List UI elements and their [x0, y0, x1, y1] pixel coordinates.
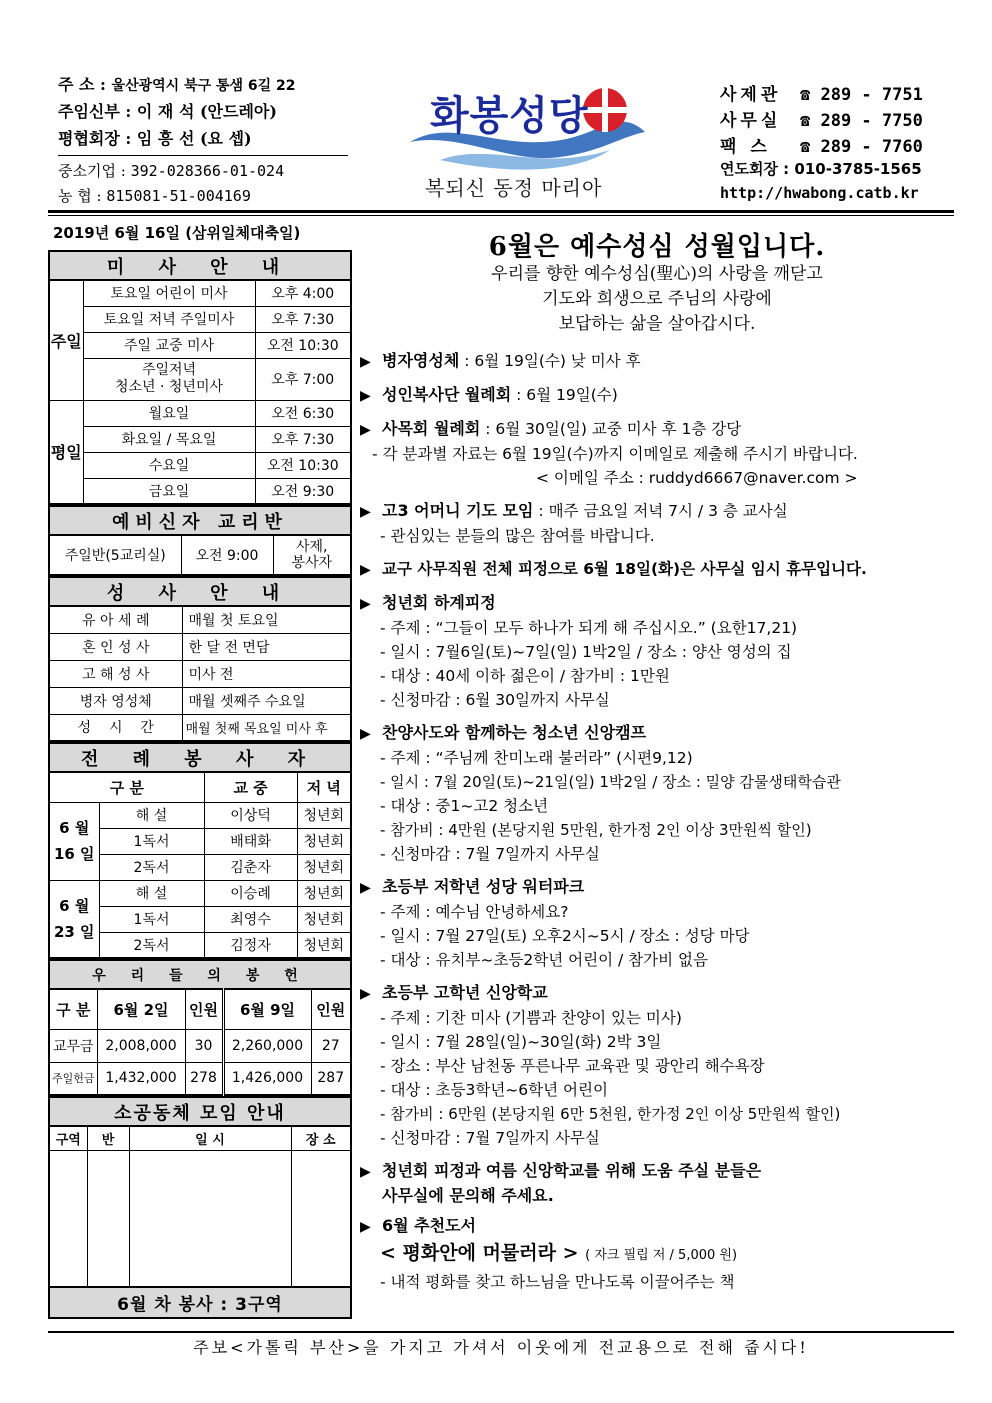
offering-p2: 27	[311, 1029, 351, 1062]
server-eve: 청년회	[297, 880, 351, 906]
catechumen-by: 사제, 봉사자	[273, 535, 351, 575]
notice-sub: - 일시 : 7월 27일(토) 오후2시~5시 / 장소 : 성당 마당	[380, 927, 750, 945]
notice-sub: - 신청마감 : 6월 30일까지 사무실	[380, 691, 610, 709]
spacer	[360, 408, 954, 417]
footer-divider	[48, 1331, 954, 1333]
bulletin-header	[0, 0, 992, 210]
notice-sub: - 일시 : 7월 28일(일)~30일(화) 2박 3일	[380, 1033, 662, 1051]
notice-head: 초등부 고학년 신앙학교	[382, 983, 548, 1002]
sacrament-name: 고 해 성 사	[49, 660, 182, 687]
server-main: 이승례	[204, 880, 297, 906]
contact-tel: ☎ 289 - 7751	[800, 85, 923, 105]
notice-head: 청년회 피정과 여름 신앙학교를 위해 도움 주실 분들은	[382, 1161, 762, 1180]
mass-time: 오전 9:30	[255, 478, 351, 504]
notice-sub: - 신청마감 : 7월 7일까지 사무실	[380, 1129, 600, 1147]
book-title: < 평화안에 머물러라 >	[380, 1242, 579, 1264]
intro-text	[360, 262, 954, 337]
church-name: 화봉성당	[430, 92, 589, 139]
offering-v1: 2,008,000	[97, 1029, 185, 1062]
notice-youth-retreat	[360, 591, 954, 616]
pastor-label: 주임신부 :	[58, 102, 132, 121]
offering-col-p1: 인원	[185, 989, 223, 1029]
triangle-bullet-icon: ▶	[360, 726, 371, 742]
catechumen-time: 오전 9:00	[181, 535, 273, 575]
server-main: 김춘자	[204, 854, 297, 880]
service-footer: 6월 차 봉사 : 3구역	[49, 1287, 351, 1318]
offering-col-d2: 6월 9일	[223, 989, 311, 1029]
mass-time: 오전 10:30	[255, 452, 351, 478]
offering-v1: 1,432,000	[97, 1062, 185, 1095]
church-info	[58, 72, 358, 210]
spacer	[360, 712, 954, 721]
offering-p1: 30	[185, 1029, 223, 1062]
catechumen-table	[48, 505, 352, 576]
notice-youth-camp	[360, 721, 954, 746]
notice-head: 성인복사단 월례회	[382, 385, 512, 404]
intro-line: 기도와 희생으로 주님의 사랑에	[542, 289, 772, 309]
mass-name: 주일저녁 청소년 · 청년미사	[83, 358, 255, 400]
divider	[58, 155, 348, 156]
server-role: 해 설	[99, 880, 204, 906]
intro-line: 보답하는 삶을 살아갑시다.	[558, 314, 756, 334]
server-date: 6 월 16 일	[49, 802, 99, 880]
server-main: 김정자	[204, 932, 297, 958]
mass-time: 오전 10:30	[255, 332, 351, 358]
offering-p2: 287	[311, 1062, 351, 1095]
council-name: 임 흥 선 (요 셉)	[136, 129, 252, 148]
notice-sub: - 대상 : 유치부~초등2학년 어린이 / 참가비 없음	[380, 951, 708, 969]
server-eve: 청년회	[297, 906, 351, 932]
notice-council	[360, 417, 954, 442]
offering-col-p2: 인원	[311, 989, 351, 1029]
header-divider-thick	[48, 210, 954, 213]
offering-p1: 278	[185, 1062, 223, 1095]
mass-time: 오후 7:30	[255, 306, 351, 332]
main-title: 6월은 예수성심 성월입니다.	[488, 232, 826, 262]
mass-name: 금요일	[83, 478, 255, 504]
notice-sick-communion	[360, 349, 954, 374]
notice-text: : 6월 19일(수) 낮 미사 후	[459, 352, 641, 370]
catechumen-title: 예비신자 교리반	[49, 506, 351, 535]
notice-head: 병자영성체	[382, 351, 460, 370]
sacraments-title: 성 사 안 내	[49, 577, 351, 606]
triangle-bullet-icon: ▶	[360, 880, 371, 896]
notice-office-closed	[360, 557, 954, 582]
server-role: 1독서	[99, 906, 204, 932]
sacrament-when: 한 달 전 면담	[182, 633, 351, 660]
yeondo-tel: 010-3785-1565	[794, 160, 922, 178]
triangle-bullet-icon: ▶	[360, 422, 371, 438]
notice-list	[360, 349, 954, 1294]
bank2-label: 농 협 :	[58, 187, 102, 205]
notice-volunteers-line2	[360, 1184, 954, 1208]
notice-text: : 매주 금요일 저녁 7시 / 3 층 교사실	[533, 502, 788, 520]
council-label: 평협회장 :	[58, 129, 132, 148]
notice-head: 찬양사도와 함께하는 청소년 신앙캠프	[382, 723, 647, 742]
servers-table	[48, 742, 352, 959]
server-role: 1독서	[99, 828, 204, 854]
sacraments-table	[48, 576, 352, 742]
notice-sub: - 주제 : “주님께 찬미노래 불러라” (시편9,12)	[380, 749, 693, 767]
triangle-bullet-icon: ▶	[360, 1164, 371, 1180]
contact-fax	[720, 132, 960, 158]
website[interactable]: http://hwabong.catb.kr	[720, 184, 919, 202]
sunday-label: 주일	[49, 280, 83, 400]
triangle-bullet-icon: ▶	[360, 596, 371, 612]
mass-time: 오후 7:30	[255, 426, 351, 452]
footer-text: 주보<가톨릭 부산>을 가지고 가셔서 이웃에게 전교용으로 전해 줍시다!	[193, 1338, 809, 1357]
spacer	[360, 490, 954, 499]
bank1-label: 중소기업 :	[58, 162, 126, 180]
sacrament-name: 혼 인 성 사	[49, 633, 182, 660]
notice-sub: - 각 분과별 자료는 6월 19일(수)까지 이메일로 제출해 주시기 바랍니다.	[372, 445, 858, 463]
notice-sub: - 주제 : 예수님 안녕하세요?	[380, 903, 569, 921]
sc-col-place: 장 소	[291, 1126, 351, 1150]
mass-name: 화요일 / 목요일	[83, 426, 255, 452]
notice-head: 교구 사무직원 전체 피정으로 6월 18일(화)은 사무실 임시 휴무입니다.	[382, 560, 867, 578]
mass-time: 오후 4:00	[255, 280, 351, 306]
sacrament-name: 유 아 세 례	[49, 606, 182, 633]
notice-sub: - 주제 : “그들이 모두 하나가 되게 해 주십시오.” (요한17,21)	[380, 619, 798, 637]
pastor-row	[58, 99, 358, 126]
triangle-bullet-icon: ▶	[360, 562, 371, 578]
spacer	[360, 972, 954, 981]
notice-head: 사목회 월례회	[382, 419, 481, 438]
bank2-row	[58, 185, 358, 210]
sc-cell	[291, 1150, 351, 1287]
contact-office	[720, 106, 960, 132]
mass-title: 미 사 안 내	[49, 251, 351, 280]
pastor-name: 이 재 석 (안드레아)	[136, 102, 277, 121]
notice-sub: - 대상 : 40세 이하 젊은이 / 참가비 : 1만원	[380, 667, 670, 685]
server-role: 해 설	[99, 802, 204, 828]
catechumen-class: 주일반(5교리실)	[49, 535, 181, 575]
notice-book	[360, 1214, 954, 1239]
spacer	[360, 866, 954, 875]
notice-head: 고3 어머니 기도 모임	[382, 501, 534, 520]
sc-col-time: 일 시	[129, 1126, 291, 1150]
server-role: 2독서	[99, 854, 204, 880]
intro-line: 우리를 향한 예수성심(聖心)의 사랑을 깨닫고	[491, 264, 823, 284]
sc-col-district: 구역	[49, 1126, 87, 1150]
server-role: 2독서	[99, 932, 204, 958]
offering-v2: 2,260,000	[223, 1029, 311, 1062]
bulletin-date: 2019년 6월 16일 (삼위일체대축일)	[53, 224, 301, 242]
spacer	[360, 582, 954, 591]
triangle-bullet-icon: ▶	[360, 504, 371, 520]
server-main: 최영수	[204, 906, 297, 932]
offering-type: 교무금	[49, 1029, 97, 1062]
offering-title: 우 리 들 의 봉 헌	[49, 960, 351, 989]
small-community-table	[48, 1096, 352, 1319]
triangle-bullet-icon: ▶	[360, 388, 371, 404]
servers-col-type: 구 분	[49, 772, 204, 802]
notice-sub: - 일시 : 7월6일(토)~7일(일) 1박2일 / 장소 : 양산 영성의 집	[380, 643, 792, 661]
servers-col-main: 교 중	[204, 772, 297, 802]
weekday-label: 평일	[49, 400, 83, 504]
contact-tel: ☎ 289 - 7750	[800, 111, 923, 131]
notice-sub: - 일시 : 7월 20일(토)~21일(일) 1박2일 / 장소 : 밀양 감물생태학습관	[380, 773, 841, 791]
sacrament-when: 매월 셋째주 수요일	[182, 687, 351, 714]
mass-name: 토요일 어린이 미사	[83, 280, 255, 306]
notice-waterpark	[360, 875, 954, 900]
contact-rectory	[720, 80, 960, 106]
notice-sub: - 장소 : 부산 남천동 푸른나무 교육관 및 광안리 해수욕장	[380, 1057, 765, 1075]
council-row	[58, 126, 358, 153]
notice-head: 6월 추천도서	[382, 1216, 476, 1235]
small-community-title: 소공동체 모임 안내	[49, 1097, 351, 1126]
address-row	[58, 72, 358, 99]
contact-info	[720, 80, 960, 210]
offering-v2: 1,426,000	[223, 1062, 311, 1095]
servers-col-eve: 저 녁	[297, 772, 351, 802]
notice-sub: - 신청마감 : 7월 7일까지 사무실	[380, 845, 600, 863]
mass-time: 오후 7:00	[255, 358, 351, 400]
mass-name: 토요일 저녁 주일미사	[83, 306, 255, 332]
contact-label: 팩 스	[720, 137, 771, 157]
address-label: 주 소 :	[58, 75, 106, 94]
notice-head: 청년회 하계피정	[382, 593, 496, 612]
notice-volunteers	[360, 1159, 954, 1184]
yeondo-row	[720, 158, 960, 184]
sacrament-when: 미사 전	[182, 660, 351, 687]
notice-email: < 이메일 주소 : ruddyd6667@naver.com >	[536, 469, 858, 487]
notice-sub: - 참가비 : 4만원 (본당지원 5만원, 한가정 2인 이상 3만원씩 할인)	[380, 821, 812, 839]
server-eve: 청년회	[297, 802, 351, 828]
mass-time: 오전 6:30	[255, 400, 351, 426]
book-desc: - 내적 평화를 찾고 하느님을 만나도록 이끌어주는 책	[380, 1273, 735, 1291]
triangle-bullet-icon: ▶	[360, 1219, 371, 1235]
contact-label: 사제관	[720, 85, 782, 105]
notice-sub: - 대상 : 초등3학년~6학년 어린이	[380, 1081, 608, 1099]
notice-text: : 6월 19일(수)	[511, 386, 618, 404]
server-date: 6 월 23 일	[49, 880, 99, 958]
contact-label: 사무실	[720, 111, 782, 131]
sc-cell	[129, 1150, 291, 1287]
sacrament-name: 성 시 간	[49, 714, 182, 741]
mass-name: 월요일	[83, 400, 255, 426]
header-divider-thin	[48, 215, 954, 216]
spacer	[360, 1150, 954, 1159]
address: 울산광역시 북구 통샘 6길 22	[111, 78, 296, 94]
server-eve: 청년회	[297, 828, 351, 854]
mass-table	[48, 250, 352, 505]
patron-name: 복되신 동정 마리아	[425, 176, 603, 200]
sc-cell	[49, 1150, 87, 1287]
notice-sub: - 대상 : 중1~고2 청소년	[380, 797, 549, 815]
yeondo-label: 연도회장 :	[720, 160, 790, 178]
contact-tel: ☎ 289 - 7760	[800, 137, 923, 157]
mass-name: 수요일	[83, 452, 255, 478]
spacer	[360, 548, 954, 557]
offering-type: 주일헌금	[49, 1062, 97, 1095]
bank2-account: 815081-51-004169	[106, 187, 251, 205]
sc-cell	[87, 1150, 129, 1287]
offering-col-d1: 6월 2일	[97, 989, 185, 1029]
notice-text: : 6월 30일(일) 교중 미사 후 1층 강당	[480, 420, 742, 438]
notice-faith-school	[360, 981, 954, 1006]
church-logo	[400, 72, 650, 207]
server-main: 배태화	[204, 828, 297, 854]
sacrament-name: 병자 영성체	[49, 687, 182, 714]
notice-head: 사무실에 문의해 주세요.	[382, 1186, 554, 1205]
offering-col-type: 구 분	[49, 989, 97, 1029]
server-eve: 청년회	[297, 854, 351, 880]
triangle-bullet-icon: ▶	[360, 354, 371, 370]
sacrament-when: 매월 첫 토요일	[182, 606, 351, 633]
bank1-account: 392-028366-01-024	[130, 162, 285, 180]
notice-mothers-prayer	[360, 499, 954, 524]
notice-sub: - 참가비 : 6만원 (본당지원 6만 5천원, 한가정 2인 이상 5만원씩 할인)	[380, 1105, 841, 1123]
server-main: 이상덕	[204, 802, 297, 828]
right-column	[360, 222, 954, 1294]
notice-head: 초등부 저학년 성당 워터파크	[382, 877, 585, 896]
mass-name: 주일 교중 미사	[83, 332, 255, 358]
notice-altar-servers	[360, 383, 954, 408]
notice-sub: - 주제 : 기찬 미사 (기쁨과 찬양이 있는 미사)	[380, 1009, 682, 1027]
notice-sub: - 관심있는 분들의 많은 참여를 바랍니다.	[380, 527, 655, 545]
servers-title: 전 례 봉 사 자	[49, 743, 351, 772]
spacer	[360, 374, 954, 383]
bank1-row	[58, 160, 358, 185]
sacrament-when: 매월 첫째 목요일 미사 후	[182, 714, 351, 741]
book-title-row	[360, 1239, 954, 1270]
left-column	[48, 222, 352, 1319]
book-author: ( 자크 필립 저 / 5,000 원)	[585, 1248, 738, 1263]
offering-table	[48, 959, 352, 1096]
server-eve: 청년회	[297, 932, 351, 958]
sc-col-group: 반	[87, 1126, 129, 1150]
triangle-bullet-icon: ▶	[360, 986, 371, 1002]
